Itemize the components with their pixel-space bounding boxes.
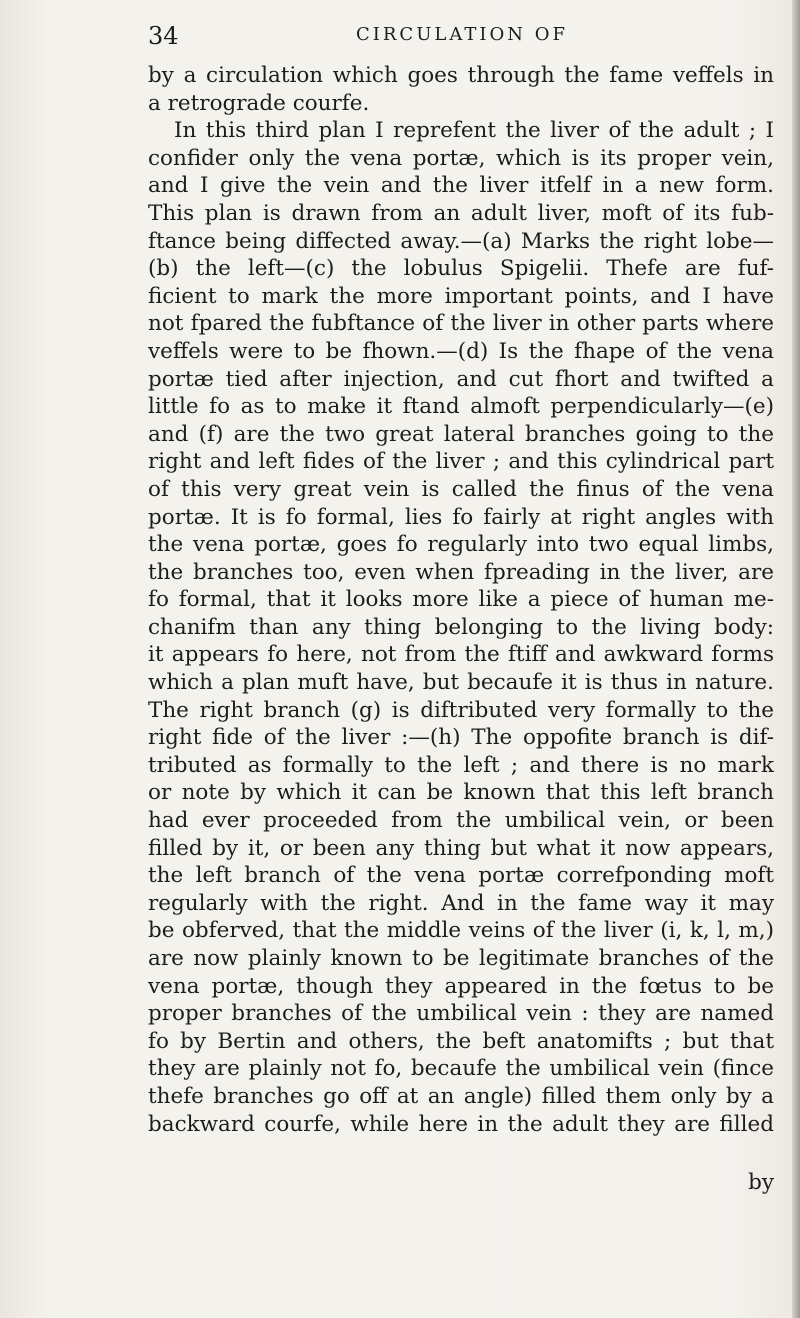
text-line: not fpared the fubftance of the liver in other parts where <box>148 311 774 337</box>
text-line: veffels were to be fhown.—(d) Is the fhape of the vena <box>148 338 774 364</box>
text-line: right fide of the liver :—(h) The oppofite branch is dif- <box>148 725 774 751</box>
text-line: had ever proceeded from the umbilical vein, or been <box>148 808 774 834</box>
text-line: little fo as to make it ftand almoft perpendicularly—(e) <box>148 394 774 420</box>
body-text <box>148 62 774 1138</box>
text-line: right and left fides of the liver ; and this cylindrical part <box>148 449 774 475</box>
text-line: a retrograde courfe. <box>148 90 370 116</box>
text-line: ftance being diffected away.—(a) Marks the right lobe— <box>148 228 774 254</box>
text-line: regularly with the right. And in the fame way it may <box>148 890 774 916</box>
text-line: filled by it, or been any thing but what it now appears, <box>148 835 774 861</box>
text-line: be obferved, that the middle veins of the liver (i, k, l, m,) <box>148 918 774 944</box>
text-line: This plan is drawn from an adult liver, moft of its fub- <box>148 200 774 226</box>
text-line: chanifm than any thing belonging to the living body: <box>148 614 774 640</box>
text-line: they are plainly not fo, becaufe the umbilical vein (fince <box>148 1056 774 1082</box>
text-line: (b) the left—(c) the lobulus Spigelii. Thefe are fuf- <box>148 256 774 282</box>
running-title: CIRCULATION OF <box>356 24 568 45</box>
text-line: tributed as formally to the left ; and there is no mark <box>148 752 774 778</box>
text-line: portæ tied after injection, and cut fhort and twifted a <box>148 366 774 392</box>
text-line: fo by Bertin and others, the beft anatomifts ; but that <box>148 1028 774 1054</box>
text-line: it appears fo here, not from the ftiff and awkward forms <box>148 642 774 668</box>
text-line: backward courfe, while here in the adult they are filled <box>148 1111 774 1137</box>
text-line: by a circulation which goes through the fame veffels in <box>148 63 774 88</box>
catchword: by <box>748 1170 774 1195</box>
text-line: thefe branches go off at an angle) filled them only by a <box>148 1083 774 1109</box>
text-line: The right branch (g) is diftributed very formally to the <box>148 697 774 723</box>
text-line: vena portæ, though they appeared in the fœtus to be <box>148 973 774 999</box>
text-line: and I give the vein and the liver itfelf in a new form. <box>148 173 774 199</box>
text-line: which a plan muft have, but becaufe it is thus in nature. <box>148 670 774 696</box>
text-line: confider only the vena portæ, which is its proper vein, <box>148 145 774 171</box>
text-line: the left branch of the vena portæ correfponding moft <box>148 863 774 889</box>
text-line: or note by which it can be known that this left branch <box>148 780 774 806</box>
text-line: the branches too, even when fpreading in the liver, are <box>148 559 774 585</box>
text-line: portæ. It is fo formal, lies fo fairly at right angles with <box>148 504 774 530</box>
text-line: In this third plan I reprefent the liver of the adult ; I <box>174 118 774 144</box>
page-spine-edge <box>792 0 800 1318</box>
text-line: of this very great vein is called the finus of the vena <box>148 476 774 502</box>
page-number: 34 <box>148 22 179 50</box>
text-line: the vena portæ, goes fo regularly into two equal limbs, <box>148 532 774 558</box>
text-line: proper branches of the umbilical vein : they are named <box>148 1001 774 1027</box>
text-line: ficient to mark the more important points, and I have <box>148 283 774 309</box>
text-line: and (f) are the two great lateral branches going to the <box>148 421 774 447</box>
catchword-row <box>148 1170 774 1198</box>
running-head <box>148 18 768 52</box>
text-line: fo formal, that it looks more like a piece of human me- <box>148 587 774 613</box>
text-line: are now plainly known to be legitimate branches of the <box>148 946 774 971</box>
